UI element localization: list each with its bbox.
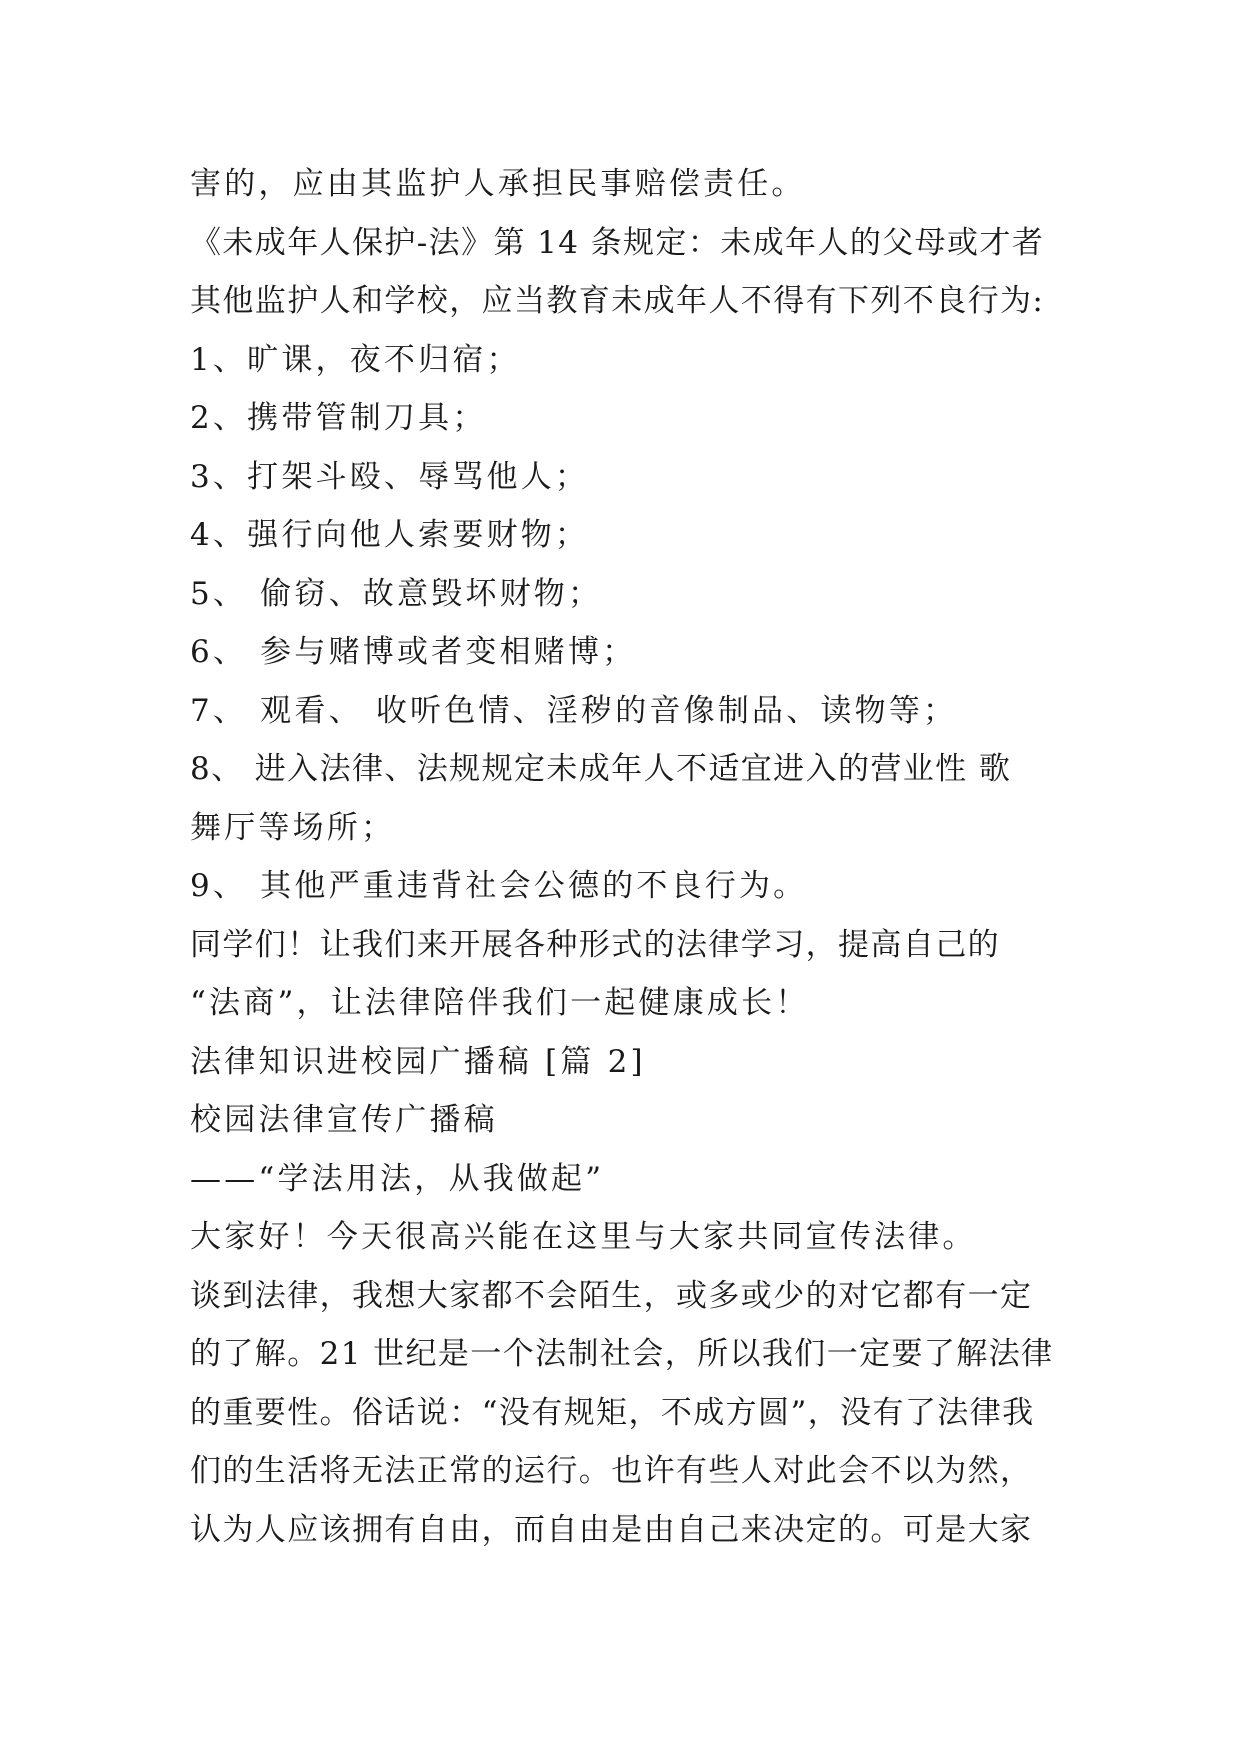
list-item: 8、 进入法律、法规规定未成年人不适宜进入的营业性 歌	[190, 751, 1012, 787]
text-line: 谈到法律，我想大家都不会陌生，或多或少的对它都有一定	[190, 1277, 1033, 1314]
section-heading: 法律知识进校园广播稿 [篇 2]	[190, 1043, 646, 1080]
list-item: 3、打架斗殴、辱骂他人；	[190, 458, 590, 495]
article-subtitle: ——“学法用法，从我做起”	[190, 1160, 605, 1197]
text-line: 同学们！让我们来开展各种形式的法律学习，提高自己的	[190, 926, 1000, 963]
text-line: 其他监护人和学校，应当教育未成年人不得有下列不良行为:	[190, 283, 1045, 319]
text-line: 的重要性。俗话说：“没有规矩，不成方圆”，没有了法律我	[190, 1394, 1035, 1431]
text-line: 认为人应该拥有自由，而自由是由自己来决定的。可是大家	[190, 1511, 1033, 1548]
text-line: 《未成年人保护-法》第 14 条规定：未成年人的父母或才者	[190, 224, 1045, 261]
list-item: 9、 其他严重违背社会公德的不良行为。	[190, 868, 808, 904]
article-title: 校园法律宣传广播稿	[190, 1102, 498, 1138]
text-line: 大家好！今天很高兴能在这里与大家共同宣传法律。	[190, 1219, 977, 1255]
text-line: 的了解。21 世纪是一个法制社会，所以我们一定要了解法律	[190, 1336, 1054, 1372]
list-item: 4、强行向他人索要财物；	[190, 517, 590, 553]
text-line: 害的，应由其监护人承担民事赔偿责任。	[190, 166, 806, 202]
text-line: “法商”，让法律陪伴我们一起健康成长！	[190, 985, 810, 1021]
list-item: 2、携带管制刀具；	[190, 400, 487, 436]
list-item: 7、 观看、 收听色情、淫秽的音像制品、读物等；	[190, 692, 958, 729]
list-item: 1、旷课，夜不归宿；	[190, 341, 521, 378]
list-item: 5、 偷窃、故意毁坏财物；	[190, 575, 603, 612]
text-line: 们的生活将无法正常的运行。也许有些人对此会不以为然，	[190, 1453, 1033, 1489]
list-item: 6、 参与赌博或者变相赌博；	[190, 634, 637, 670]
text-line: 舞厅等场所；	[190, 809, 396, 846]
document-body	[190, 155, 1060, 1559]
